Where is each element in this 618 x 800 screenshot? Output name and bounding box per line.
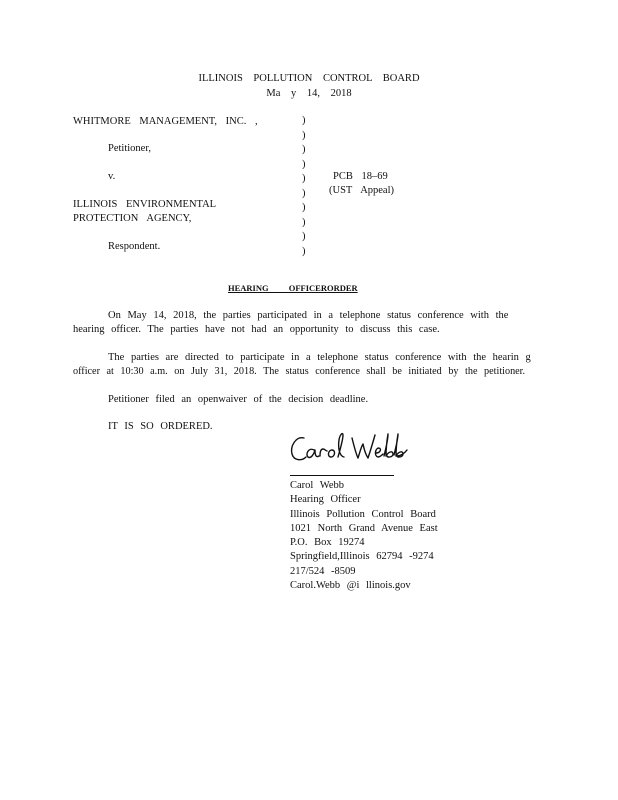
street-address: 1021 North Grand Avenue East [290, 522, 438, 534]
para2-line2: officer at 10:30 a.m. on July 31, 2018. The status conference shall be initiated by the petitioner. [73, 366, 526, 377]
signature-line [290, 475, 394, 476]
board-name: ILLINOIS POLLUTION CONTROL BOARD [198, 73, 420, 84]
phone-number: 217/524 -8509 [290, 565, 356, 577]
respondent-name-line2: PROTECTION AGENCY, [73, 213, 192, 224]
petitioner-role: Petitioner, [108, 143, 152, 154]
versus-label: v. [108, 171, 116, 182]
signer-name: Carol Webb [290, 480, 344, 491]
para1-line1: On May 14, 2018, the parties participated in a telephone status conference with the [108, 310, 509, 321]
email-address: Carol.Webb @i llinois.gov [290, 580, 411, 592]
bracket: ) [302, 129, 306, 141]
case-number: PCB 18–69 [333, 171, 388, 182]
caption-brackets [302, 114, 312, 259]
case-type: (UST Appeal) [329, 185, 395, 196]
bracket: ) [302, 144, 306, 155]
respondent-name-line1: ILLINOIS ENVIRONMENTAL [73, 199, 217, 210]
bracket: ) [302, 245, 306, 257]
document-date: Ma y 14, 2018 [266, 88, 352, 99]
petitioner-name: WHITMORE MANAGEMENT, INC. , [73, 116, 258, 127]
bracket: ) [302, 158, 306, 170]
bracket: ) [302, 231, 306, 242]
bracket: ) [302, 115, 306, 126]
para2-line1: The parties are directed to participate in a telephone status conference with the hearin g [108, 352, 531, 363]
city-state-zip: Springfield,Illinois 62794 -9274 [290, 551, 434, 563]
para3: Petitioner filed an openwaiver of the decision deadline. [108, 394, 369, 405]
signature-block [290, 479, 438, 593]
po-box: P.O. Box 19274 [290, 537, 365, 549]
closing-statement: IT IS SO ORDERED. [108, 421, 213, 432]
bracket: ) [302, 202, 306, 213]
signer-title: Hearing Officer [290, 494, 361, 506]
bracket: ) [302, 187, 306, 199]
signer-organization: Illinois Pollution Control Board [290, 508, 436, 520]
para1-line2: hearing officer. The parties have not had an opportunity to discuss this case. [73, 324, 440, 335]
handwritten-signature [288, 430, 414, 470]
bracket: ) [302, 173, 306, 184]
respondent-role: Respondent. [108, 241, 161, 252]
bracket: ) [302, 216, 306, 228]
order-title: HEARING OFFICERORDER [228, 283, 358, 293]
